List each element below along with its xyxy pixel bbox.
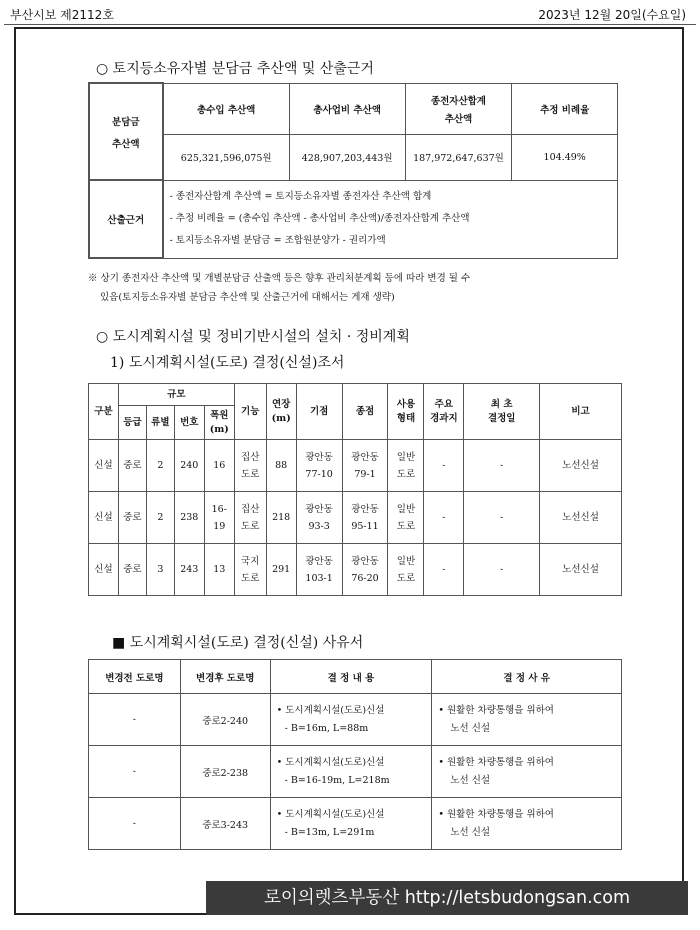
hdr-type: 류별 [146,406,174,440]
cell-end-line-1: 광안동 [351,451,379,463]
hdr-before: 변경전 도로명 [89,660,181,694]
col-prior-assets [405,83,512,134]
cell-usage-line-2: 도로 [396,572,416,584]
road-decision-table [88,383,622,596]
hdr-length-line-2: (m) [271,412,291,424]
section1-note [88,269,622,307]
cell-via: - [424,440,464,492]
cell-number: 243 [174,544,204,596]
section1-title: ○ 토지등소유자별 분담금 추산액 및 산출근거 [96,61,374,77]
hdr-reason: 결 정 사 유 [432,660,622,694]
cell-after: 중로2-240 [180,694,270,746]
table-row [89,492,622,544]
cell-number: 240 [174,440,204,492]
cell-length: 88 [266,440,296,492]
cell-gubun: 신설 [89,492,119,544]
reason-line-2: 노선 신설 [450,722,491,734]
table-row [89,440,622,492]
hdr-grade: 등급 [118,406,146,440]
cell-end-line-1: 광안동 [351,503,379,515]
cell-end-line-2: 79-1 [354,468,376,480]
cell-type: 2 [146,492,174,544]
hdr-length-line-1: 연장 [271,398,291,410]
header-right: 2023년 12월 20일(수요일) [538,8,686,22]
watermark-banner: 로이의렛츠부동산 http://letsbudongsan.com [206,881,688,915]
cell-via: - [424,492,464,544]
table-row [89,694,622,746]
cell-end-line-2: 76-20 [351,572,379,584]
cell-usage-line-1: 일반 [396,503,416,515]
cell-function-line-1: 집산 [241,451,260,463]
cell-width [204,440,234,492]
header-left: 부산시보 제2112호 [10,8,114,22]
table-row [89,798,622,850]
cell-function [234,440,266,492]
reason-line-1: • 원활한 차량통행을 위하여 [438,808,554,820]
contribution-row-label [89,83,163,180]
cell-width-line-1: 16- [211,503,227,515]
header-divider [4,24,696,25]
cell-start-line-1: 광안동 [305,451,333,463]
cell-width [204,544,234,596]
cell-function [234,544,266,596]
cell-end [342,544,388,596]
cell-usage-line-2: 도로 [396,520,416,532]
cell-content [270,798,432,850]
cell-remarks: 노선신설 [540,440,622,492]
cell-start-line-2: 103-1 [305,572,333,584]
hdr-first-line-1: 최 초 [490,398,513,410]
basis-line: - 토지등소유자별 분담금 = 조합원분양가 - 권리가액 [169,235,386,246]
reason-line-1: • 원활한 차량통행을 위하여 [438,756,554,768]
cell-width-line-1: 13 [213,564,226,575]
cell-first: - [464,492,540,544]
col-total-income: 총수입 추산액 [163,83,290,134]
section3-title: ■ 도시계획시설(도로) 결정(신설) 사유서 [112,635,364,651]
cell-first: - [464,544,540,596]
hdr-width [204,406,234,440]
cell-function [234,492,266,544]
cell-remarks: 노선신설 [540,492,622,544]
section2-title: ○ 도시계획시설 및 정비기반시설의 설치 · 정비계획 [96,329,410,345]
cell-usage-line-1: 일반 [396,555,416,567]
cell-usage-line-1: 일반 [396,451,416,463]
hdr-usage-line-2: 형태 [396,412,416,424]
content-line-1: • 도시계획시설(도로)신설 [276,704,385,716]
hdr-scale: 규모 [118,384,234,406]
cell-first: - [464,440,540,492]
col-prior-assets-line-1: 종전자산합계 [430,95,486,107]
content-line-2: - B=13m, L=291m [284,826,375,838]
reason-line-2: 노선 신설 [450,826,491,838]
cell-number: 238 [174,492,204,544]
cell-after: 중로3-243 [180,798,270,850]
value-total-income: 625,321,596,075원 [163,134,290,180]
basis-line: - 추정 비례율 = (총수입 추산액 - 총사업비 추산액)/종전자산합계 추산액 [169,213,470,224]
cell-function-line-2: 도로 [241,520,260,532]
hdr-via-line-2: 경과지 [430,412,458,424]
decision-reason-table [88,659,622,850]
cell-end-line-1: 광안동 [351,555,379,567]
label-line-1: 분담금 [112,116,140,128]
cell-before: - [89,798,181,850]
hdr-via-line-1: 주요 [434,398,454,410]
cell-reason [432,694,622,746]
hdr-usage-line-1: 사용 [396,398,416,410]
cell-start [296,492,342,544]
hdr-gubun: 구분 [89,384,119,440]
cell-end-line-2: 95-11 [351,520,379,532]
cell-content [270,694,432,746]
cell-width-line-2: 19 [213,520,226,532]
col-total-cost: 총사업비 추산액 [289,83,405,134]
cell-grade: 중로 [118,492,146,544]
label-line-2: 추산액 [112,138,140,150]
value-prior-assets: 187,972,647,637원 [405,134,512,180]
content-line-1: • 도시계획시설(도로)신설 [276,756,385,768]
hdr-width-line-2: (m) [209,423,229,435]
cell-function-line-2: 도로 [241,468,260,480]
cell-reason [432,798,622,850]
col-prior-assets-line-2: 추산액 [444,113,473,125]
contribution-table [88,82,618,259]
reason-line-1: • 원활한 차량통행을 위하여 [438,704,554,716]
cell-usage [388,492,424,544]
cell-function-line-1: 국지 [241,555,260,567]
hdr-content: 결 정 내 용 [270,660,432,694]
cell-width [204,492,234,544]
cell-grade: 중로 [118,544,146,596]
cell-before: - [89,694,181,746]
hdr-first [464,384,540,440]
hdr-function: 기능 [234,384,266,440]
content-line-2: - B=16-19m, L=218m [284,774,390,786]
cell-usage-line-2: 도로 [396,468,416,480]
cell-end [342,492,388,544]
cell-end [342,440,388,492]
cell-type: 3 [146,544,174,596]
cell-via: - [424,544,464,596]
cell-gubun: 신설 [89,440,119,492]
cell-gubun: 신설 [89,544,119,596]
hdr-after: 변경후 도로명 [180,660,270,694]
table-row [89,746,622,798]
cell-length: 218 [266,492,296,544]
reason-line-2: 노선 신설 [450,774,491,786]
hdr-length [266,384,296,440]
cell-width-line-1: 16 [213,460,226,471]
hdr-width-line-1: 폭원 [210,409,229,421]
cell-content [270,746,432,798]
hdr-usage [388,384,424,440]
cell-start-line-2: 93-3 [308,520,330,532]
cell-start-line-1: 광안동 [305,555,333,567]
cell-start-line-1: 광안동 [305,503,333,515]
content-line-2: - B=16m, L=88m [284,722,369,734]
cell-after: 중로2-238 [180,746,270,798]
cell-type: 2 [146,440,174,492]
value-total-cost: 428,907,203,443원 [289,134,405,180]
table-row [89,544,622,596]
content-line-1: • 도시계획시설(도로)신설 [276,808,385,820]
cell-grade: 중로 [118,440,146,492]
note-line-2: 있음(토지등소유자별 분담금 추산액 및 산출근거에 대해서는 게재 생략) [100,292,395,303]
section2-subtitle: 1) 도시계획시설(도로) 결정(신설)조서 [110,355,345,371]
col-ratio: 추정 비례율 [512,83,618,134]
basis-content [163,180,618,258]
cell-remarks: 노선신설 [540,544,622,596]
cell-length: 291 [266,544,296,596]
cell-before: - [89,746,181,798]
basis-label: 산출근거 [89,180,163,258]
hdr-number: 번호 [174,406,204,440]
value-ratio: 104.49% [512,134,618,180]
cell-function-line-1: 집산 [241,503,260,515]
hdr-end: 종점 [342,384,388,440]
cell-start [296,440,342,492]
cell-start-line-2: 77-10 [305,468,333,480]
basis-line: - 종전자산합계 추산액 = 토지등소유자별 종전자산 추산액 합계 [169,191,432,202]
cell-reason [432,746,622,798]
note-line-1: ※ 상기 종전자산 추산액 및 개별분담금 산출액 등은 향후 관리처분계획 등에 따라 변경 될 수 [88,273,471,284]
cell-usage [388,440,424,492]
cell-start [296,544,342,596]
hdr-first-line-2: 결정일 [487,412,516,424]
hdr-remarks: 비고 [540,384,622,440]
cell-usage [388,544,424,596]
cell-function-line-2: 도로 [241,572,260,584]
hdr-via [424,384,464,440]
hdr-start: 기점 [296,384,342,440]
